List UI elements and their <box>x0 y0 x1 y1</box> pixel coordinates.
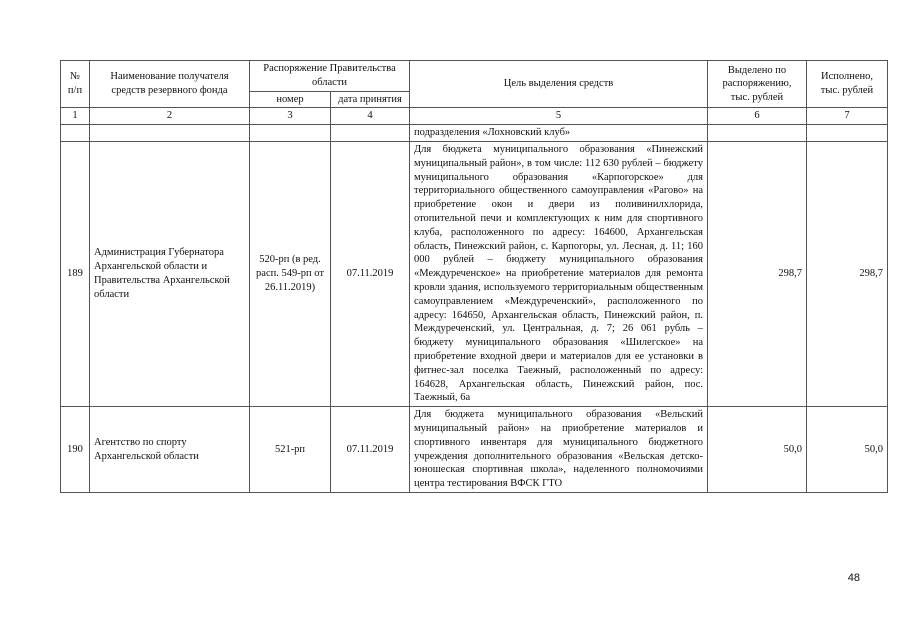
recipient-name: Администрация Губернатора Архангельской области и Правительства Архангельской области <box>90 141 250 406</box>
page-number: 48 <box>847 572 860 584</box>
header-order-date: дата принятия <box>331 91 410 108</box>
header-allocated: Выделено по распоряжению, тыс. рублей <box>708 61 807 108</box>
row-number: 189 <box>61 141 90 406</box>
order-number: 521-рп <box>250 407 331 493</box>
column-number: 4 <box>331 108 410 125</box>
continuation-empty-cell <box>708 125 807 142</box>
header-recipient: Наименование получателя средств резервного фонда <box>90 61 250 108</box>
column-number-row <box>61 108 888 125</box>
continuation-empty-cell <box>250 125 331 142</box>
continuation-row <box>61 125 888 142</box>
column-number: 7 <box>807 108 888 125</box>
column-number: 2 <box>90 108 250 125</box>
executed-amount: 50,0 <box>807 407 888 493</box>
executed-amount: 298,7 <box>807 141 888 406</box>
continuation-empty-cell <box>90 125 250 142</box>
table-row <box>61 141 888 406</box>
continuation-text: подразделения «Лохновский клуб» <box>410 125 708 142</box>
column-number: 1 <box>61 108 90 125</box>
header-order-number: номер <box>250 91 331 108</box>
header-purpose: Цель выделения средств <box>410 61 708 108</box>
recipient-name: Агентство по спорту Архангельской области <box>90 407 250 493</box>
column-number: 6 <box>708 108 807 125</box>
order-date: 07.11.2019 <box>331 407 410 493</box>
column-number: 5 <box>410 108 708 125</box>
continuation-empty-cell <box>331 125 410 142</box>
header-order-group: Распоряжение Правительства области <box>250 61 410 92</box>
continuation-empty-cell <box>61 125 90 142</box>
header-executed: Исполнено, тыс. рублей <box>807 61 888 108</box>
order-number: 520-рп (в ред. расп. 549-рп от 26.11.2019) <box>250 141 331 406</box>
report-table <box>60 60 888 493</box>
column-number: 3 <box>250 108 331 125</box>
purpose-text: Для бюджета муниципального образования «Пинежский муниципальный район», в том числе: 112 630 рублей – бюджету муниципального образования «Карпогорское» для территориального общественного самоуправления «Рагово» на приобретение окон и двери из поливинилхлорида, отопительной печи и комплектующих к ним для спортивного клуба, расположенного по адресу: 164600, Архангельская область, Пинежский район, с. Карпогоры, ул. Лесная, д. 11; 160 000 рублей – бюджету муниципального образования «Междуреченское» на приобретение материалов для ремонта кровли здания, используемого территориальным общественным самоуправлением «Междуреченский», расположенного по адресу: 164650, Архангельская область, Пинежский район, п. Междуреченский, ул. Центральная, д. 7; 26 061 рубль – бюджету муниципального образования «Шилегское» на приобретение входной двери и материалов для ее установки в фитнес-зал поселка Таежный, расположенный по адресу: 164628, Архангельская область, Пинежский район, пос. Таежный, 6а <box>410 141 708 406</box>
order-date: 07.11.2019 <box>331 141 410 406</box>
continuation-empty-cell <box>807 125 888 142</box>
purpose-text: Для бюджета муниципального образования «Вельский муниципальный район» на приобретение материалов и спортивного инвентаря для муниципального бюджетного учреждения дополнительного образования «Вельская детско-юношеская спортивная школа», наделенного полномочиями центра тестирования ВФСК ГТО <box>410 407 708 493</box>
table-row <box>61 407 888 493</box>
allocated-amount: 50,0 <box>708 407 807 493</box>
header-num: № п/п <box>61 61 90 108</box>
row-number: 190 <box>61 407 90 493</box>
header-row <box>61 61 888 92</box>
allocated-amount: 298,7 <box>708 141 807 406</box>
